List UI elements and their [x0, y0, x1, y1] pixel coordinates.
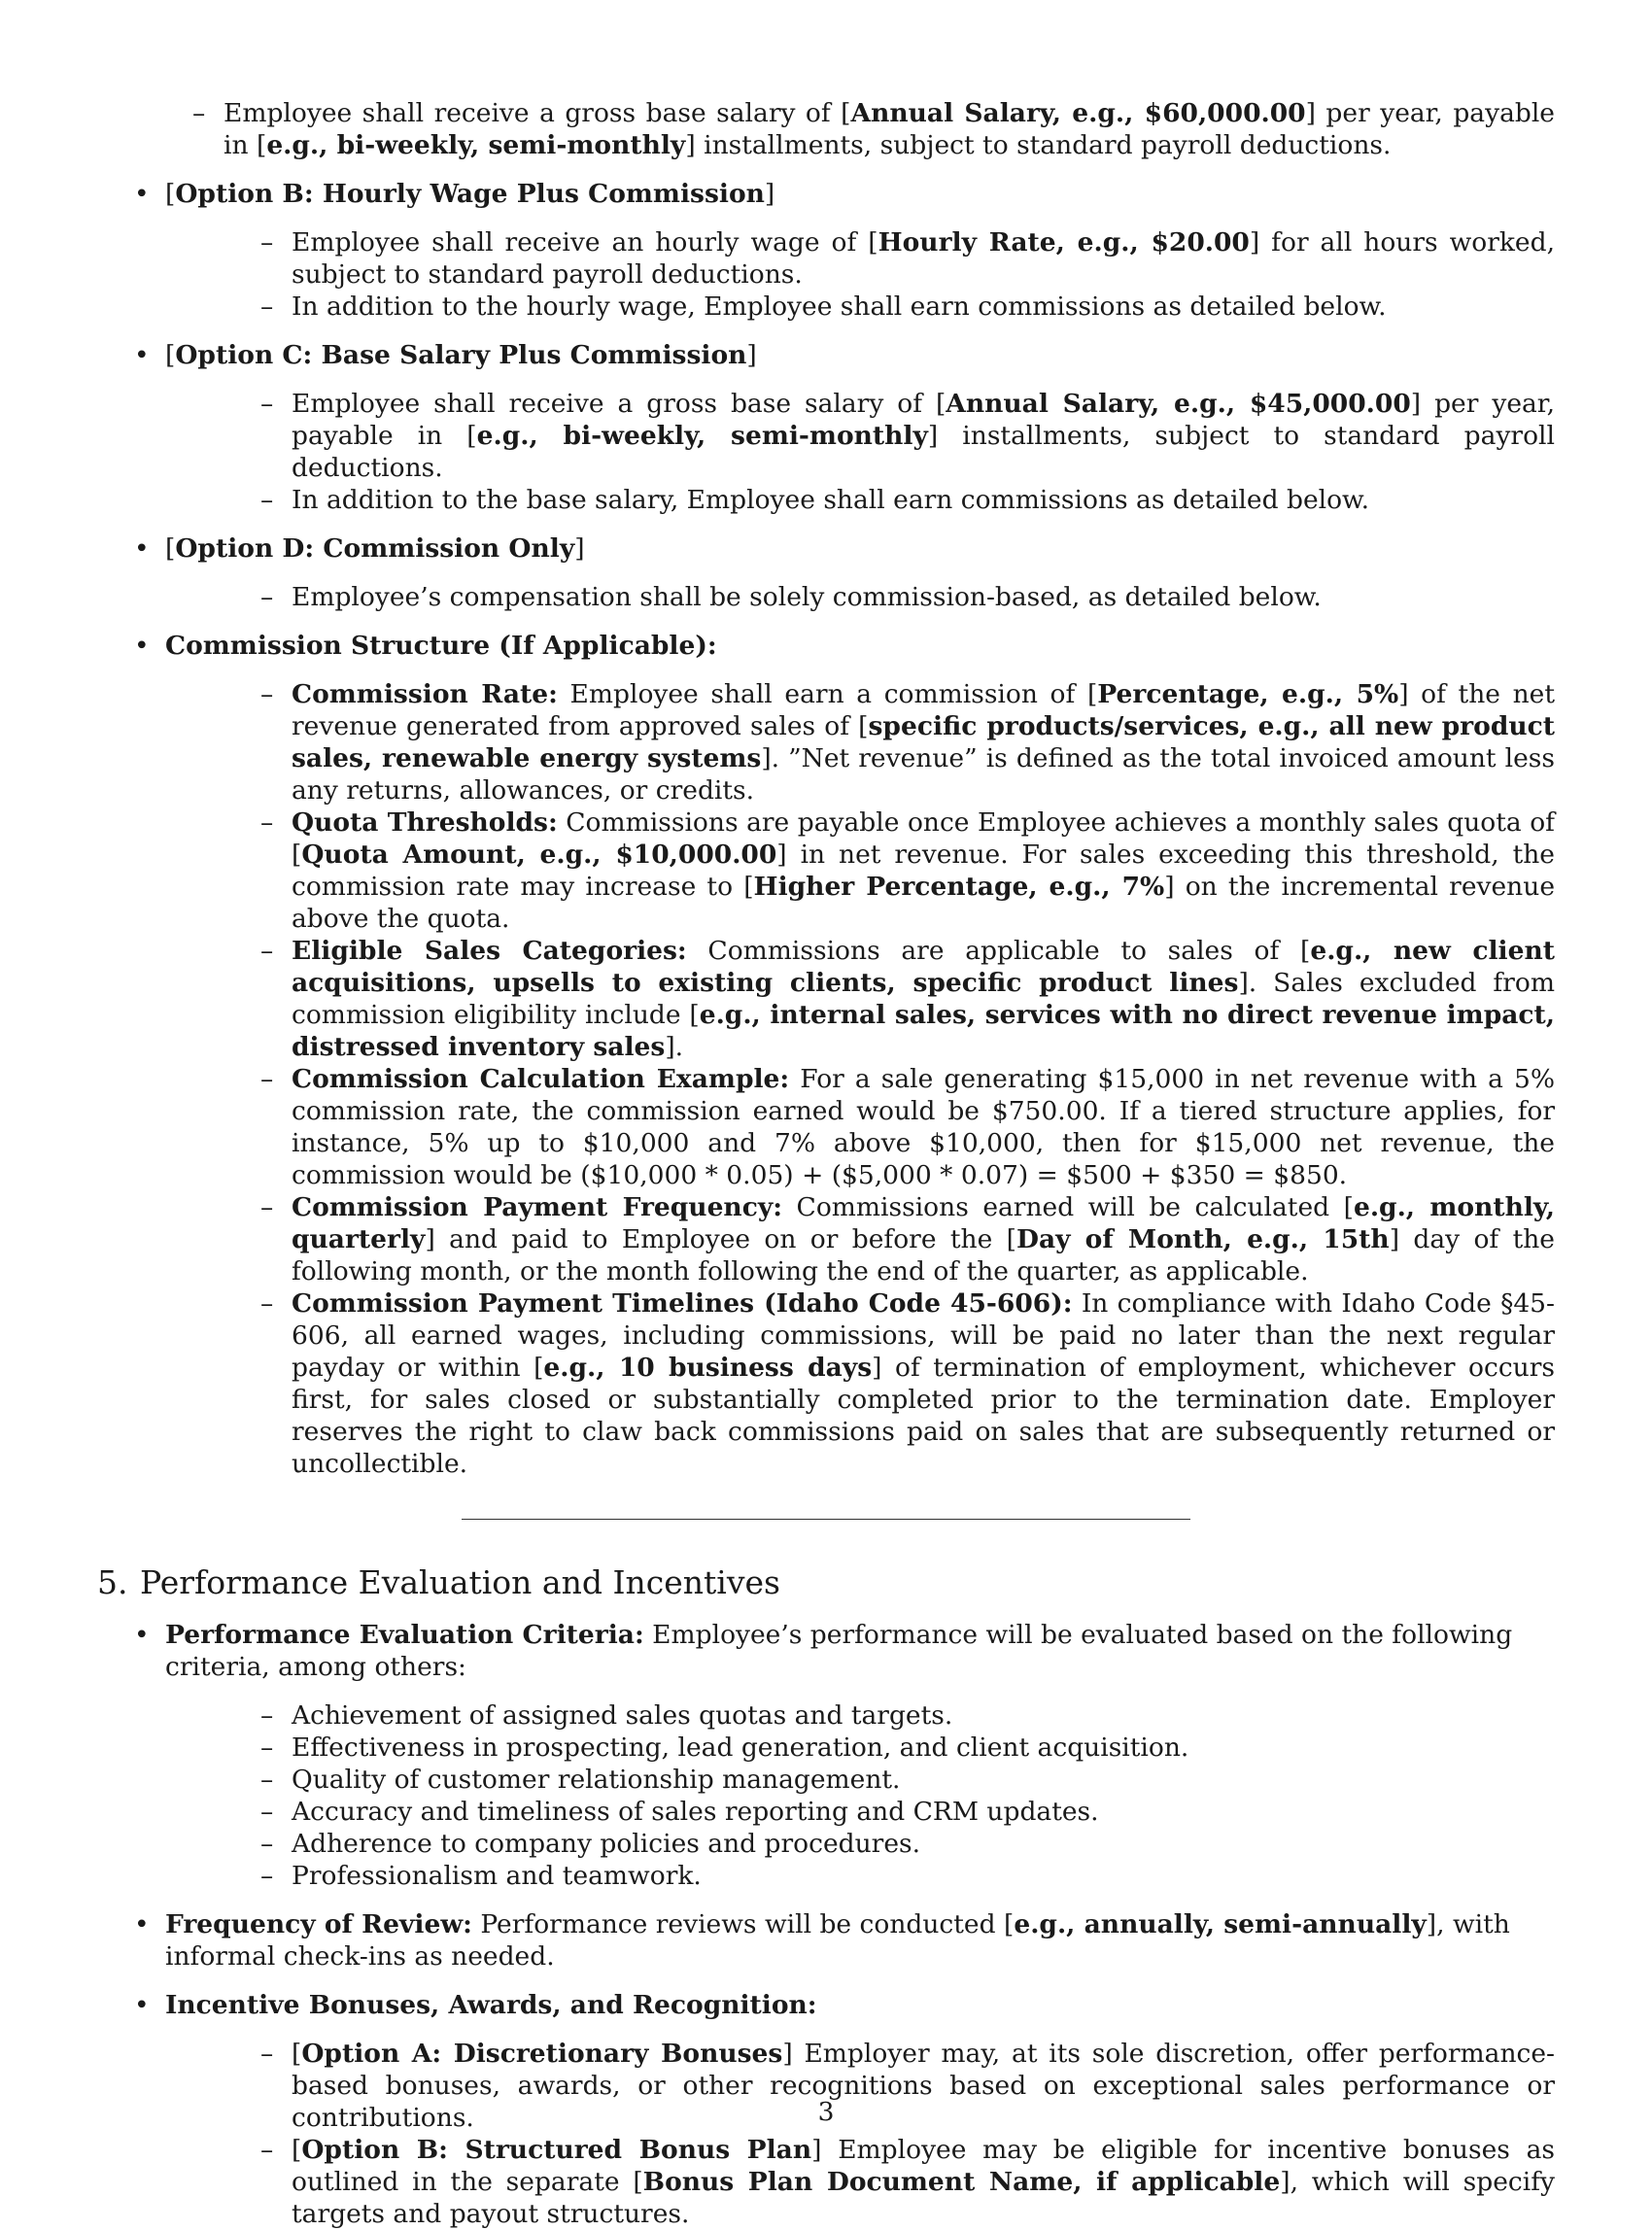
section-5-list: [97, 1619, 1555, 2230]
option-d-sublist: [165, 581, 1555, 613]
calculation-example-item: – Commission Calculation Example: For a sale generating $15,000 in net revenue with a 5% commission rate, the commission earned would be $750.00. If a tiered structure applies, for instance, 5% up to $10,000 and 7% above $10,000, then for $15,000 net revenue, the commission would be ($10,000 * 0.05) + ($5,000 * 0.07) = $500 + $350 = $850.: [165, 1063, 1555, 1191]
option-c-sublist: [165, 388, 1555, 516]
placeholder-text: Annual Salary, e.g., $60,000.00: [850, 98, 1306, 128]
option-c-item: • [Option C: Base Salary Plus Commission] – Employee shall receive a gross base salary of [Annual Salary, e.g., $45,000.00] per year, payable in [e.g., bi-weekly, semi-monthly] installments, subject to standard payroll deductions. – In addition to the base salary, Employee shall earn commissions as detailed below.: [97, 339, 1555, 516]
list-item: – Employee shall receive a gross base salary of [Annual Salary, e.g., $45,000.00] per year, payable in [e.g., bi-weekly, semi-monthly] installments, subject to standard payroll deductions.: [165, 388, 1555, 484]
page-number: 3: [817, 2097, 835, 2127]
commission-rate-item: – Commission Rate: Employee shall earn a commission of [Percentage, e.g., 5%] of the net revenue generated from approved sales of [specific products/services, e.g., all new product sales, renewable energy systems]. ”Net revenue” is defined as the total invoiced amount less any returns, allowances, or credits.: [165, 678, 1555, 806]
list-item: – Quality of customer relationship management.: [165, 1764, 1555, 1796]
payment-timelines-item: – Commission Payment Timelines (Idaho Code 45-606): In compliance with Idaho Code §45-606, all earned wages, including commissions, will be paid no later than the next regular payday or within [e.g., 10 business days] of termination of employment, whichever occurs first, for sales closed or substantially completed prior to the termination date. Employer reserves the right to claw back commissions paid on sales that are subsequently returned or uncollectible.: [165, 1287, 1555, 1480]
section-divider: [462, 1519, 1190, 1520]
text-run: ] installments, subject to standard payroll deductions.: [685, 130, 1392, 160]
eligible-sales-item: – Eligible Sales Categories: Commissions are applicable to sales of [e.g., new client acquisitions, upsells to existing clients, specific product lines]. Sales excluded from commission eligibility include [e.g., internal sales, services with no direct revenue impact, distressed inventory sales].: [165, 935, 1555, 1063]
option-c-label: Option C: Base Salary Plus Commission: [175, 340, 747, 370]
placeholder-text: e.g., bi-weekly, semi-monthly: [266, 130, 686, 160]
incentive-bonuses-item: • Incentive Bonuses, Awards, and Recognition: – [Option A: Discretionary Bonuses] Employer may, at its sole discretion, offer performance-based bonuses, awards, or other recognitions based on exceptional sales performance or contributions. – [Option B: Structured Bonus Plan] Employee may be eligible for incentive bonuses as outlined in the separate [Bonus Plan Document Name, if applicable], which will specify targets and payout structures.: [97, 1989, 1555, 2230]
option-d-item: • [Option D: Commission Only] – Employee’s compensation shall be solely commission-based, as detailed below.: [97, 532, 1555, 613]
list-item: – Achievement of assigned sales quotas and targets.: [165, 1699, 1555, 1732]
option-a-bonus-item: – [Option A: Discretionary Bonuses] Employer may, at its sole discretion, offer performance-based bonuses, awards, or other recognitions based on exceptional sales performance or contributions.: [165, 2038, 1555, 2134]
evaluation-criteria-item: • Performance Evaluation Criteria: Employee’s performance will be evaluated based on the following criteria, among others: – Achievement of assigned sales quotas and targets. – Effectiveness in prospecting, lead generation, and client acquisition. – Quality of customer relationship management. – Accuracy and timeliness of sales reporting and CRM updates. – Adherence to company policies and procedures. – Professionalism and teamwork.: [97, 1619, 1555, 1892]
list-item: – Adherence to company policies and procedures.: [165, 1828, 1555, 1860]
option-b-sublist: [165, 226, 1555, 323]
commission-structure-label: Commission Structure (If Applicable):: [165, 631, 717, 661]
criteria-sublist: [165, 1699, 1555, 1892]
list-item: – In addition to the hourly wage, Employee shall earn commissions as detailed below.: [165, 291, 1555, 323]
section-heading: [97, 1563, 1555, 1602]
commission-structure-item: [97, 630, 1555, 1480]
text-run: ] per year, payable in [: [224, 98, 1555, 160]
document-page: [97, 97, 1555, 2230]
list-item: – Employee shall receive an hourly wage of [Hourly Rate, e.g., $20.00] for all hours worked, subject to standard payroll deductions.: [165, 226, 1555, 291]
commission-sublist: [165, 678, 1555, 1480]
list-item: – Effectiveness in prospecting, lead generation, and client acquisition.: [165, 1732, 1555, 1764]
compensation-options-list: [97, 178, 1555, 1480]
section-number: 5.: [97, 1563, 128, 1601]
list-item: – Accuracy and timeliness of sales reporting and CRM updates.: [165, 1796, 1555, 1828]
option-d-label: Option D: Commission Only: [175, 533, 575, 564]
list-item: – In addition to the base salary, Employee shall earn commissions as detailed below.: [165, 484, 1555, 516]
option-b-item: • [Option B: Hourly Wage Plus Commission] – Employee shall receive an hourly wage of [Hourly Rate, e.g., $20.00] for all hours worked, subject to standard payroll deductions. – In addition to the hourly wage, Employee shall earn commissions as detailed below.: [97, 178, 1555, 323]
text-run: Employee shall receive a gross base salary of [: [224, 98, 851, 128]
incentives-sublist: [165, 2038, 1555, 2230]
option-b-label: Option B: Hourly Wage Plus Commission: [175, 179, 765, 209]
list-item: – Employee’s compensation shall be solely commission-based, as detailed below.: [165, 581, 1555, 613]
review-frequency-item: • Frequency of Review: Performance reviews will be conducted [e.g., annually, semi-annually], with informal check-ins as needed.: [97, 1908, 1555, 1973]
quota-thresholds-item: – Quota Thresholds: Commissions are payable once Employee achieves a monthly sales quota of [Quota Amount, e.g., $10,000.00] in net revenue. For sales exceeding this threshold, the commission rate may increase to [Higher Percentage, e.g., 7%] on the incremental revenue above the quota.: [165, 806, 1555, 935]
option-b-bonus-item: – [Option B: Structured Bonus Plan] Employee may be eligible for incentive bonuses as outlined in the separate [Bonus Plan Document Name, if applicable], which will specify targets and payout structures.: [165, 2134, 1555, 2230]
option-a-salary-item: [97, 97, 1555, 161]
list-item: – Professionalism and teamwork.: [165, 1860, 1555, 1892]
payment-frequency-item: – Commission Payment Frequency: Commissions earned will be calculated [e.g., monthly, quarterly] and paid to Employee on or before the [Day of Month, e.g., 15th] day of the following month, or the month following the end of the quarter, as applicable.: [165, 1191, 1555, 1287]
section-title: Performance Evaluation and Incentives: [140, 1563, 780, 1601]
